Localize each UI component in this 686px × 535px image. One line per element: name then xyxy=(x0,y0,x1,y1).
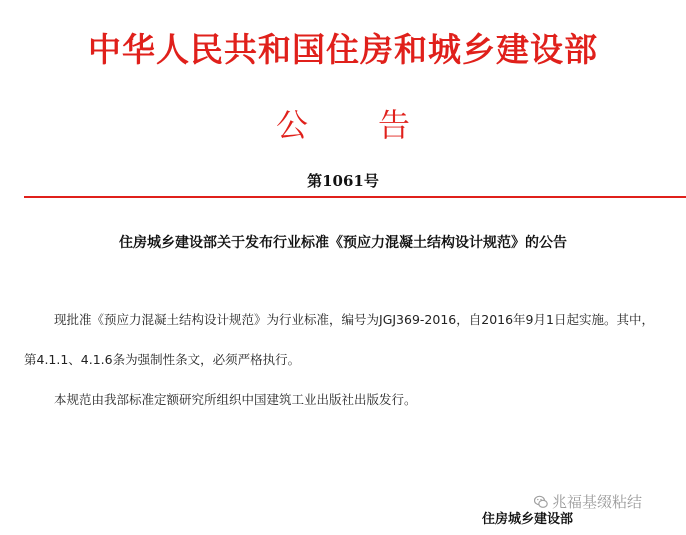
body-paragraph-1: 现批准《预应力混凝土结构设计规范》为行业标准，编号为JGJ369-2016，自2016年9月1日起实施。其中， xyxy=(54,312,654,327)
document-number: 第1061号 xyxy=(307,172,379,190)
red-divider xyxy=(24,196,686,198)
notice-label: 公告 xyxy=(275,107,480,143)
notice-headline: 住房城乡建设部关于发布行业标准《预应力混凝土结构设计规范》的公告 xyxy=(119,235,567,251)
signature: 住房城乡建设部 xyxy=(482,512,574,527)
watermark-text: 兆福基缀粘结 xyxy=(552,493,643,511)
body-paragraph-2: 第4.1.1、4.1.6条为强制性条文，必须严格执行。 xyxy=(24,352,301,367)
ministry-title: 中华人民共和国住房和城乡建设部 xyxy=(88,33,598,69)
body-paragraph-3: 本规范由我部标准定额研究所组织中国建筑工业出版社出版发行。 xyxy=(54,392,417,407)
wechat-icon xyxy=(534,495,548,509)
